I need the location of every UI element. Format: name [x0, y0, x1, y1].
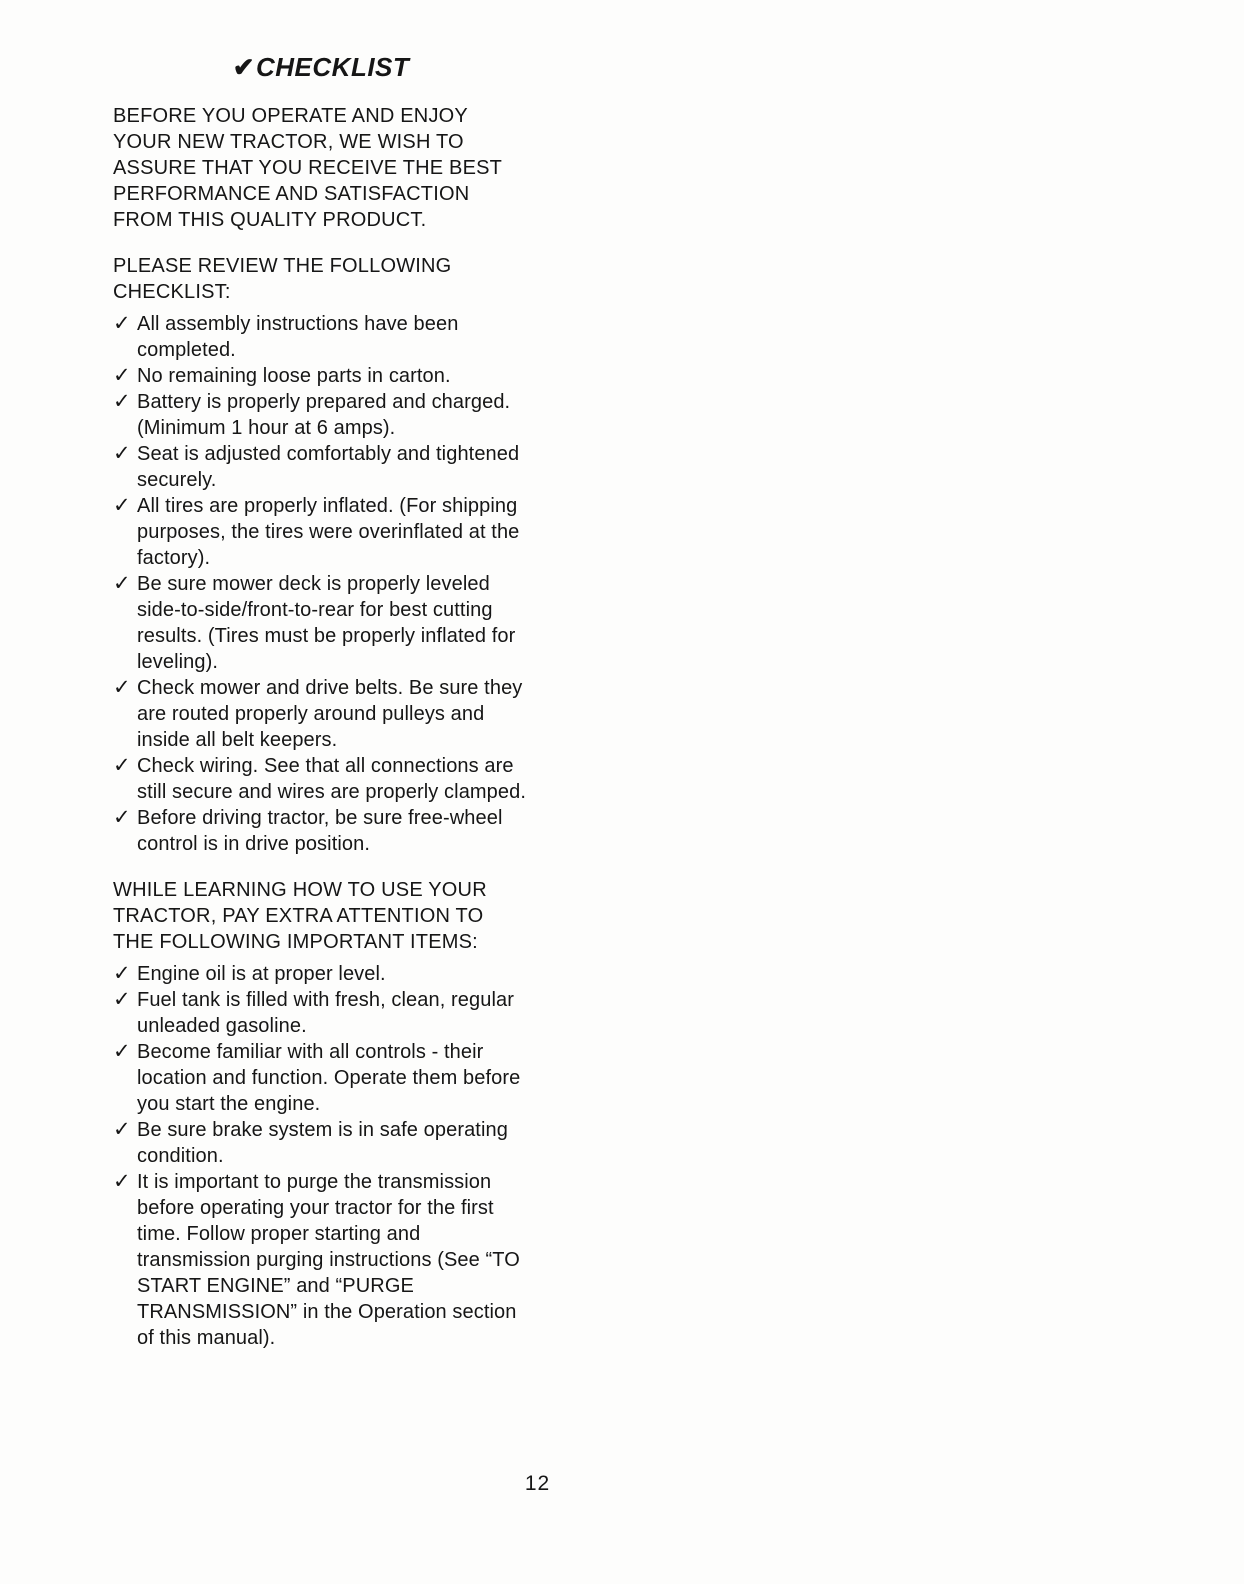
list-item-text: All assembly instructions have been completed. [137, 313, 459, 361]
list-item [113, 363, 529, 389]
list-item [113, 389, 529, 441]
page-title [113, 52, 529, 83]
page-title-label: CHECKLIST [256, 52, 410, 82]
list-item [113, 675, 529, 753]
checkmark-icon: ✓ [113, 494, 131, 517]
checklist-heading: PLEASE REVIEW THE FOLLOWING CHECKLIST: [113, 255, 452, 303]
list-item-text: No remaining loose parts in carton. [137, 365, 451, 387]
intro-paragraph: BEFORE YOU OPERATE AND ENJOY YOUR NEW TRACTOR, WE WISH TO ASSURE THAT YOU RECEIVE THE BEST PERFORMANCE AND SATISFACTION FROM THIS QUALITY PRODUCT. [113, 105, 502, 231]
list-item-text: Before driving tractor, be sure free-wheel control is in drive position. [137, 807, 503, 855]
list-item [113, 311, 529, 363]
list-item-text: Be sure brake system is in safe operating condition. [137, 1119, 508, 1167]
list-item-text: Fuel tank is filled with fresh, clean, regular unleaded gasoline. [137, 989, 514, 1037]
important-items-list [113, 961, 529, 1351]
list-item [113, 1169, 529, 1351]
list-item [113, 987, 529, 1039]
list-item-text: It is important to purge the transmission before operating your tractor for the first time. Follow proper starting and transmission purging instructions (See “TO START ENGINE” and “PURGE TRANSMISSION” in the Operation section of this manual). [137, 1171, 520, 1349]
list-item [113, 571, 529, 675]
checkmark-icon: ✓ [113, 676, 131, 699]
list-item-text: Be sure mower deck is properly leveled side-to-side/front-to-rear for best cutting results. (Tires must be properly inflated for leveling). [137, 573, 516, 673]
checkmark-icon: ✓ [113, 806, 131, 829]
text-column [113, 52, 529, 1371]
checkmark-icon: ✓ [113, 1118, 131, 1141]
list-item [113, 805, 529, 857]
list-item-text: All tires are properly inflated. (For shipping purposes, the tires were overinflated at the factory). [137, 495, 520, 569]
checkmark-icon: ✓ [113, 442, 131, 465]
list-item [113, 753, 529, 805]
assembly-checklist [113, 311, 529, 857]
checkmark-icon: ✓ [113, 754, 131, 777]
checkmark-icon: ✓ [113, 988, 131, 1011]
list-item-text: Engine oil is at proper level. [137, 963, 386, 985]
list-item [113, 441, 529, 493]
list-item-text: Check mower and drive belts. Be sure they are routed properly around pulleys and inside all belt keepers. [137, 677, 523, 751]
list-item [113, 1117, 529, 1169]
page-number: 12 [524, 1472, 551, 1495]
checkmark-icon: ✓ [113, 312, 131, 335]
checkmark-icon: ✓ [113, 1040, 131, 1063]
list-item [113, 961, 529, 987]
checkmark-icon: ✔ [232, 52, 255, 82]
checkmark-icon: ✓ [113, 364, 131, 387]
list-item-text: Seat is adjusted comfortably and tightened securely. [137, 443, 520, 491]
checkmark-icon: ✓ [113, 572, 131, 595]
important-items-heading: WHILE LEARNING HOW TO USE YOUR TRACTOR, PAY EXTRA ATTENTION TO THE FOLLOWING IMPORTANT ITEMS: [113, 879, 487, 953]
checkmark-icon: ✓ [113, 962, 131, 985]
checkmark-icon: ✓ [113, 390, 131, 413]
list-item-text: Battery is properly prepared and charged. (Minimum 1 hour at 6 amps). [137, 391, 511, 439]
list-item-text: Become familiar with all controls - their location and function. Operate them before you start the engine. [137, 1041, 521, 1115]
list-item [113, 1039, 529, 1117]
checkmark-icon: ✓ [113, 1170, 131, 1193]
list-item [113, 493, 529, 571]
list-item-text: Check wiring. See that all connections are still secure and wires are properly clamped. [137, 755, 527, 803]
